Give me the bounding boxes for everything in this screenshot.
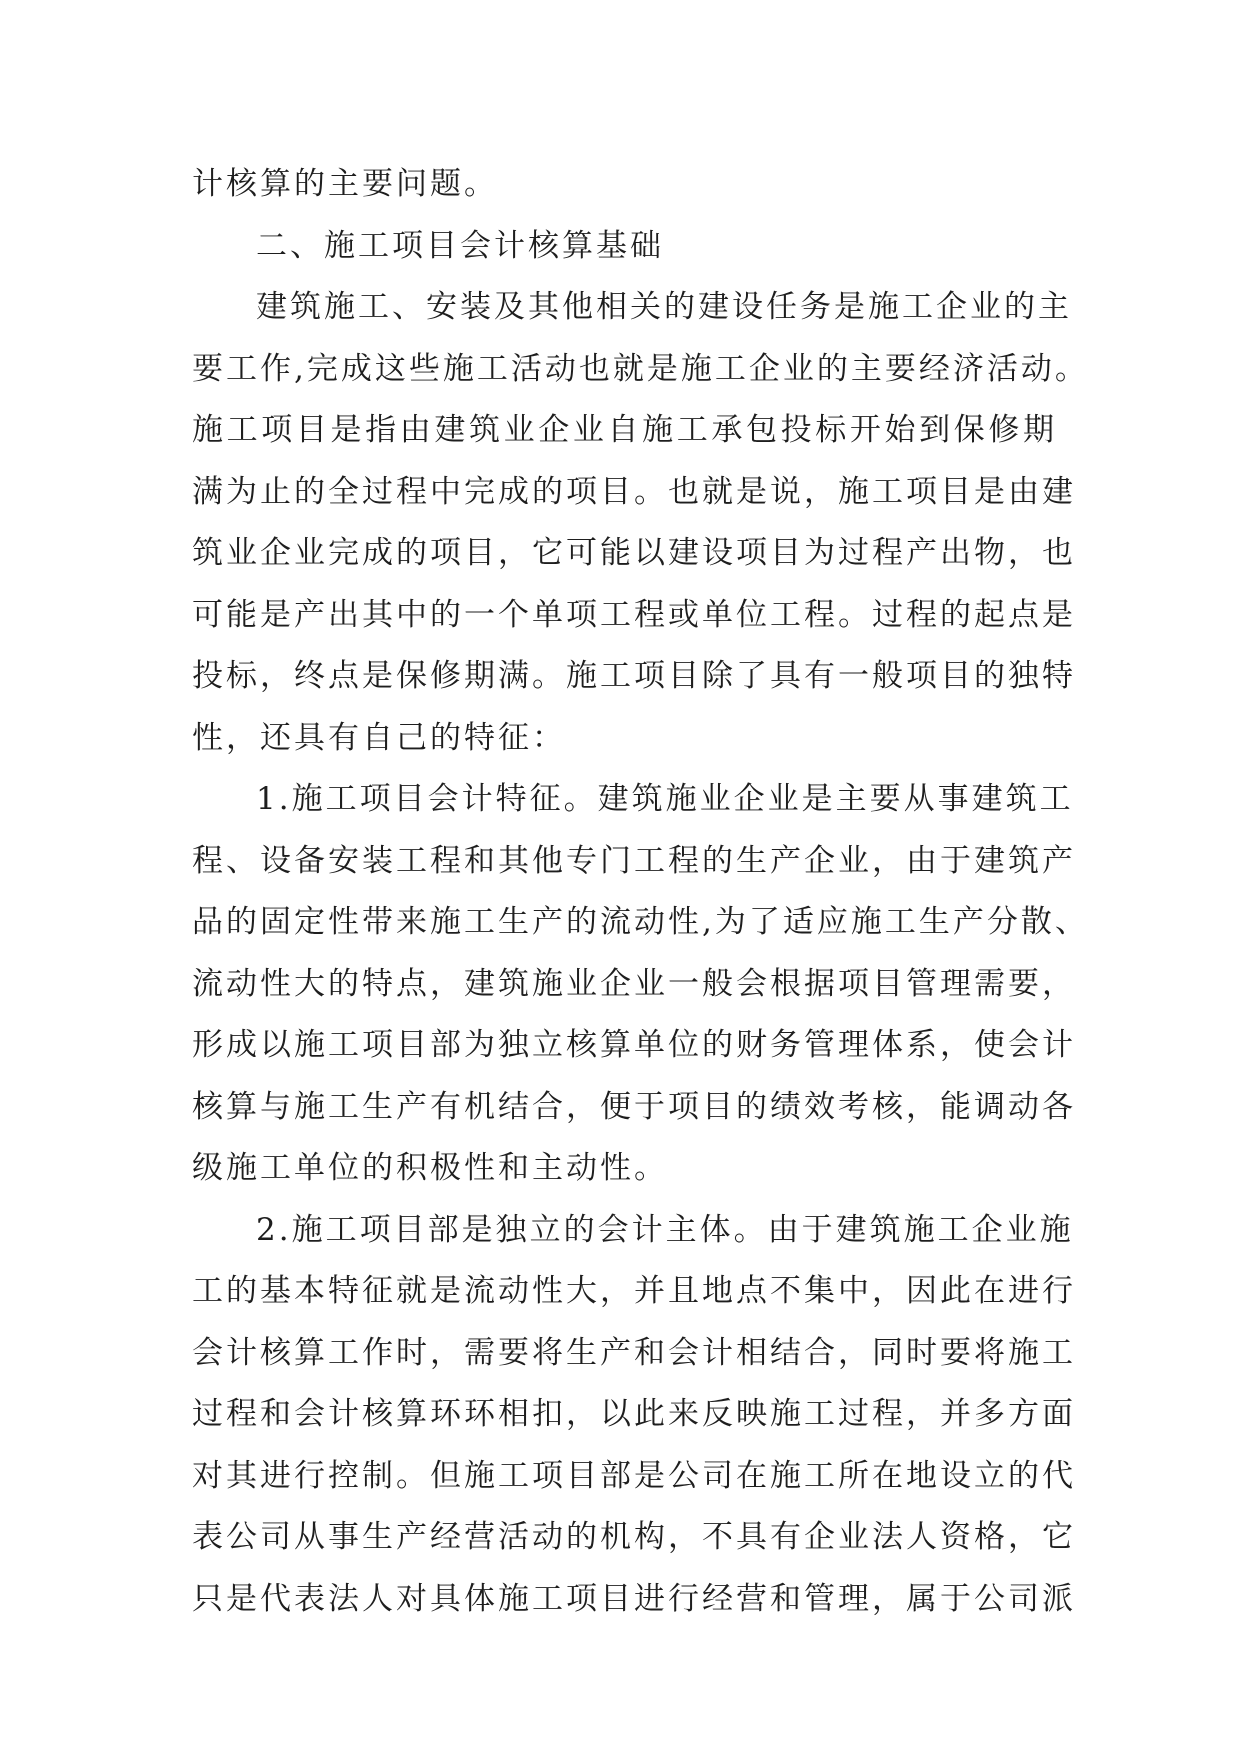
- text-line: 可能是产出其中的一个单项工程或单位工程。过程的起点是: [192, 596, 1076, 633]
- text-line: 1.施工项目会计特征。建筑施业企业是主要从事建筑工: [256, 781, 1074, 817]
- text-line: 只是代表法人对具体施工项目进行经营和管理，属于公司派: [192, 1580, 1076, 1617]
- text-line: 二、施工项目会计核算基础: [256, 227, 664, 264]
- text-line: 2.施工项目部是独立的会计主体。由于建筑施工企业施: [256, 1211, 1074, 1248]
- text-line: 施工项目是指由建筑业企业自施工承包投标开始到保修期: [192, 412, 1057, 448]
- text-line: 表公司从事生产经营活动的机构，不具有企业法人资格，它: [192, 1519, 1076, 1555]
- text-line: 工的基本特征就是流动性大，并且地点不集中，因此在进行: [192, 1273, 1076, 1309]
- text-line: 建筑施工、安装及其他相关的建设任务是施工企业的主: [256, 289, 1072, 325]
- text-line: 流动性大的特点，建筑施业企业一般会根据项目管理需要，: [192, 965, 1076, 1002]
- text-line: 筑业企业完成的项目，它可能以建设项目为过程产出物，也: [192, 535, 1076, 571]
- text-line: 对其进行控制。但施工项目部是公司在施工所在地设立的代: [192, 1457, 1076, 1494]
- text-line: 性，还具有自己的特征：: [192, 719, 566, 756]
- text-line: 级施工单位的积极性和主动性。: [192, 1150, 668, 1186]
- text-line: 品的固定性带来施工生产的流动性,为了适应施工生产分散、: [192, 904, 1089, 940]
- text-line: 满为止的全过程中完成的项目。也就是说，施工项目是由建: [192, 473, 1076, 510]
- text-line: 核算与施工生产有机结合，便于项目的绩效考核，能调动各: [192, 1088, 1076, 1125]
- text-line: 计核算的主要问题。: [192, 166, 498, 202]
- text-line: 程、设备安装工程和其他专门工程的生产企业，由于建筑产: [192, 842, 1076, 879]
- text-line: 要工作,完成这些施工活动也就是施工企业的主要经济活动。: [192, 350, 1089, 387]
- text-line: 投标，终点是保修期满。施工项目除了具有一般项目的独特: [192, 658, 1076, 694]
- text-line: 形成以施工项目部为独立核算单位的财务管理体系，使会计: [192, 1027, 1076, 1063]
- text-line: 过程和会计核算环环相扣，以此来反映施工过程，并多方面: [192, 1396, 1076, 1432]
- text-line: 会计核算工作时，需要将生产和会计相结合，同时要将施工: [192, 1334, 1076, 1371]
- body-text: [192, 154, 1089, 1630]
